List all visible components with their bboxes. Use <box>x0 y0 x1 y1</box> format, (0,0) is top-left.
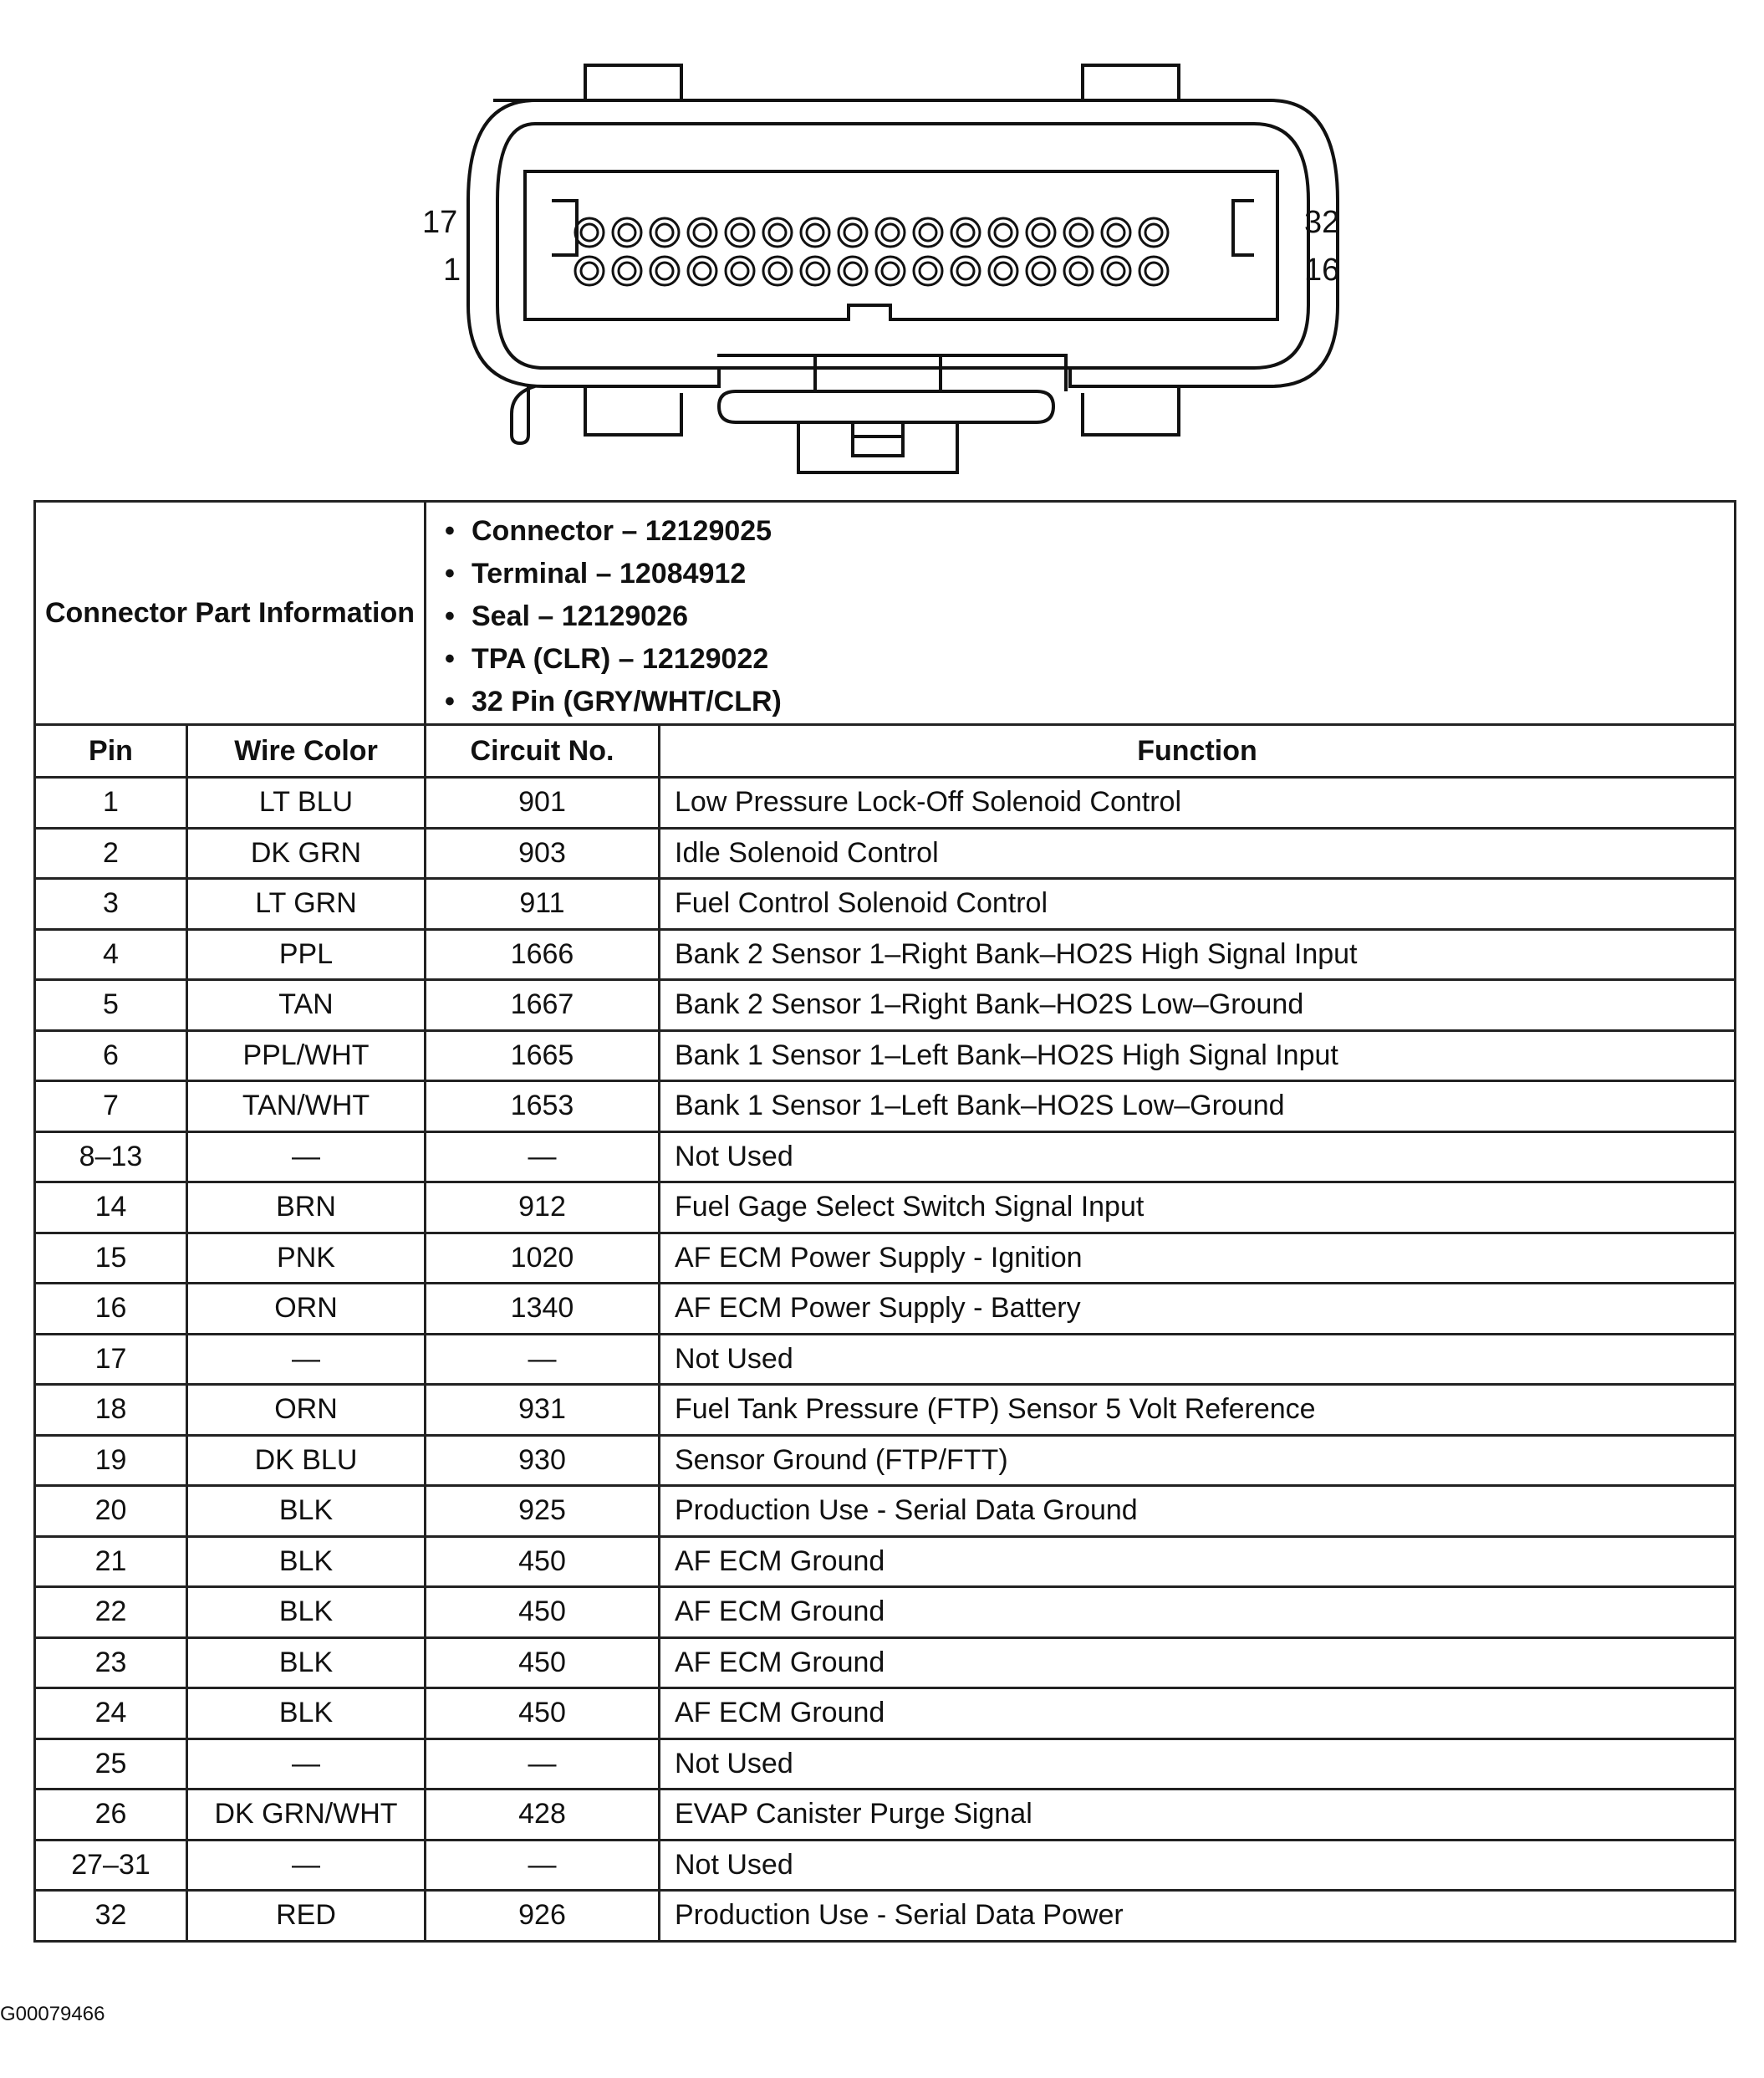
part-info-item: • Connector – 12129025 <box>472 510 1734 553</box>
function-cell: AF ECM Power Supply - Ignition <box>660 1233 1736 1284</box>
table-row <box>35 1435 1736 1486</box>
circuit-cell: 1667 <box>426 980 660 1031</box>
pin-cell: 7 <box>35 1081 187 1132</box>
wire-color-cell: PPL/WHT <box>187 1030 426 1081</box>
pin-hole <box>989 218 1017 247</box>
pin-hole <box>688 257 716 285</box>
wire-color-cell: BLK <box>187 1536 426 1587</box>
pin-hole <box>613 218 641 247</box>
circuit-cell: 450 <box>426 1637 660 1688</box>
pin-cell: 2 <box>35 828 187 879</box>
pin-cell: 21 <box>35 1536 187 1587</box>
pin-cell: 14 <box>35 1182 187 1233</box>
pin-hole <box>613 257 641 285</box>
circuit-cell: — <box>426 1334 660 1385</box>
wire-color-cell: RED <box>187 1891 426 1942</box>
part-info-item: • Seal – 12129026 <box>472 595 1734 638</box>
table-row <box>35 980 1736 1031</box>
pin-label-16: 16 <box>1304 253 1340 288</box>
pin-hole <box>951 257 980 285</box>
figure-id: G00079466 <box>0 2003 105 2025</box>
function-cell: AF ECM Power Supply - Battery <box>660 1284 1736 1335</box>
table-row <box>35 879 1736 930</box>
table-row <box>35 1081 1736 1132</box>
pin-cell: 4 <box>35 929 187 980</box>
pin-cell: 23 <box>35 1637 187 1688</box>
header-circuit-no: Circuit No. <box>426 725 660 778</box>
pin-cell: 1 <box>35 778 187 829</box>
function-cell: Not Used <box>660 1131 1736 1182</box>
pin-hole <box>914 218 942 247</box>
pin-hole <box>726 257 754 285</box>
circuit-cell: 926 <box>426 1891 660 1942</box>
pin-hole <box>1139 257 1168 285</box>
function-cell: Not Used <box>660 1840 1736 1891</box>
pin-hole <box>1064 257 1093 285</box>
part-info-item: • Terminal – 12084912 <box>472 553 1734 595</box>
pin-label-17: 17 <box>422 205 458 240</box>
wire-color-cell: — <box>187 1738 426 1790</box>
function-cell: Bank 2 Sensor 1–Right Bank–HO2S High Signal Input <box>660 929 1736 980</box>
pinout-table <box>33 500 1736 1943</box>
pin-label-1: 1 <box>443 253 461 288</box>
part-info-item: • 32 Pin (GRY/WHT/CLR) <box>472 681 1734 723</box>
pin-hole <box>650 218 679 247</box>
circuit-cell: 1666 <box>426 929 660 980</box>
function-cell: AF ECM Ground <box>660 1536 1736 1587</box>
function-cell: Sensor Ground (FTP/FTT) <box>660 1435 1736 1486</box>
pin-cell: 3 <box>35 879 187 930</box>
pin-cell: 17 <box>35 1334 187 1385</box>
wire-color-cell: DK GRN <box>187 828 426 879</box>
connector-diagram <box>0 0 1764 493</box>
function-cell: Production Use - Serial Data Power <box>660 1891 1736 1942</box>
table-row <box>35 778 1736 829</box>
circuit-cell: 450 <box>426 1688 660 1739</box>
function-cell: Not Used <box>660 1334 1736 1385</box>
pin-hole <box>1027 218 1055 247</box>
pin-cell: 15 <box>35 1233 187 1284</box>
function-cell: Production Use - Serial Data Ground <box>660 1486 1736 1537</box>
table-row <box>35 1587 1736 1638</box>
function-cell: AF ECM Ground <box>660 1637 1736 1688</box>
wire-color-cell: PPL <box>187 929 426 980</box>
wire-color-cell: TAN/WHT <box>187 1081 426 1132</box>
pin-hole <box>839 218 867 247</box>
wire-color-cell: DK BLU <box>187 1435 426 1486</box>
circuit-cell: — <box>426 1738 660 1790</box>
circuit-cell: 903 <box>426 828 660 879</box>
pin-cell: 27–31 <box>35 1840 187 1891</box>
table-row <box>35 1637 1736 1688</box>
pin-cell: 20 <box>35 1486 187 1537</box>
circuit-cell: 1020 <box>426 1233 660 1284</box>
wire-color-cell: PNK <box>187 1233 426 1284</box>
circuit-cell: 901 <box>426 778 660 829</box>
pin-cell: 24 <box>35 1688 187 1739</box>
pin-cell: 22 <box>35 1587 187 1638</box>
table-row <box>35 1840 1736 1891</box>
circuit-cell: 912 <box>426 1182 660 1233</box>
pin-hole <box>763 218 792 247</box>
function-cell: Fuel Tank Pressure (FTP) Sensor 5 Volt Reference <box>660 1385 1736 1436</box>
circuit-cell: 1653 <box>426 1081 660 1132</box>
table-row <box>35 1131 1736 1182</box>
pin-cell: 16 <box>35 1284 187 1335</box>
pin-rows <box>35 778 1736 1942</box>
pin-hole <box>1064 218 1093 247</box>
wire-color-cell: LT GRN <box>187 879 426 930</box>
table-row <box>35 1536 1736 1587</box>
wire-color-cell: ORN <box>187 1385 426 1436</box>
pin-hole <box>688 218 716 247</box>
function-cell: EVAP Canister Purge Signal <box>660 1790 1736 1841</box>
function-cell: AF ECM Ground <box>660 1688 1736 1739</box>
pin-cell: 18 <box>35 1385 187 1436</box>
pin-hole <box>914 257 942 285</box>
part-info-item: • TPA (CLR) – 12129022 <box>472 638 1734 681</box>
table-row <box>35 929 1736 980</box>
table-row <box>35 828 1736 879</box>
circuit-cell: 930 <box>426 1435 660 1486</box>
table-row <box>35 1233 1736 1284</box>
part-info-row <box>35 502 1736 725</box>
circuit-cell: — <box>426 1131 660 1182</box>
function-cell: Bank 1 Sensor 1–Left Bank–HO2S High Signal Input <box>660 1030 1736 1081</box>
table-row <box>35 1891 1736 1942</box>
pin-hole <box>1027 257 1055 285</box>
table-row <box>35 1385 1736 1436</box>
wire-color-cell: BLK <box>187 1688 426 1739</box>
pin-hole <box>876 257 905 285</box>
wire-color-cell: BRN <box>187 1182 426 1233</box>
pin-cell: 5 <box>35 980 187 1031</box>
function-cell: Not Used <box>660 1738 1736 1790</box>
wire-color-cell: BLK <box>187 1637 426 1688</box>
wire-color-cell: ORN <box>187 1284 426 1335</box>
pin-cell: 8–13 <box>35 1131 187 1182</box>
pin-hole <box>575 257 604 285</box>
pin-hole <box>876 218 905 247</box>
wire-color-cell: BLK <box>187 1486 426 1537</box>
table-row <box>35 1790 1736 1841</box>
table-row <box>35 1688 1736 1739</box>
function-cell: Fuel Gage Select Switch Signal Input <box>660 1182 1736 1233</box>
pin-hole <box>1139 218 1168 247</box>
pin-hole <box>801 257 829 285</box>
wire-color-cell: — <box>187 1131 426 1182</box>
part-info-list <box>426 503 1734 723</box>
circuit-cell: 911 <box>426 879 660 930</box>
table-row <box>35 1284 1736 1335</box>
function-cell: Idle Solenoid Control <box>660 828 1736 879</box>
table-row <box>35 1030 1736 1081</box>
pin-hole <box>650 257 679 285</box>
function-cell: AF ECM Ground <box>660 1587 1736 1638</box>
header-function: Function <box>660 725 1736 778</box>
pin-hole <box>1102 257 1130 285</box>
wire-color-cell: BLK <box>187 1587 426 1638</box>
header-wire-color: Wire Color <box>187 725 426 778</box>
pin-hole <box>1102 218 1130 247</box>
pin-hole <box>726 218 754 247</box>
part-info-cell <box>426 502 1736 725</box>
pin-hole <box>763 257 792 285</box>
wire-color-cell: TAN <box>187 980 426 1031</box>
pin-hole <box>801 218 829 247</box>
circuit-cell: 450 <box>426 1587 660 1638</box>
wire-color-cell: LT BLU <box>187 778 426 829</box>
pin-cell: 6 <box>35 1030 187 1081</box>
circuit-cell: — <box>426 1840 660 1891</box>
pin-hole <box>951 218 980 247</box>
function-cell: Bank 1 Sensor 1–Left Bank–HO2S Low–Ground <box>660 1081 1736 1132</box>
wire-color-cell: DK GRN/WHT <box>187 1790 426 1841</box>
table-row <box>35 1486 1736 1537</box>
pin-cell: 19 <box>35 1435 187 1486</box>
wire-color-cell: — <box>187 1334 426 1385</box>
header-pin: Pin <box>35 725 187 778</box>
pin-cell: 25 <box>35 1738 187 1790</box>
circuit-cell: 428 <box>426 1790 660 1841</box>
table-row <box>35 1738 1736 1790</box>
circuit-cell: 1340 <box>426 1284 660 1335</box>
pin-cell: 32 <box>35 1891 187 1942</box>
pin-label-32: 32 <box>1304 205 1340 240</box>
table-row <box>35 1182 1736 1233</box>
circuit-cell: 931 <box>426 1385 660 1436</box>
function-cell: Fuel Control Solenoid Control <box>660 879 1736 930</box>
table-row <box>35 1334 1736 1385</box>
circuit-cell: 1665 <box>426 1030 660 1081</box>
wire-color-cell: — <box>187 1840 426 1891</box>
pin-hole <box>575 218 604 247</box>
table-header-row <box>35 725 1736 778</box>
pin-cell: 26 <box>35 1790 187 1841</box>
function-cell: Bank 2 Sensor 1–Right Bank–HO2S Low–Ground <box>660 980 1736 1031</box>
circuit-cell: 925 <box>426 1486 660 1537</box>
function-cell: Low Pressure Lock-Off Solenoid Control <box>660 778 1736 829</box>
part-info-title: Connector Part Information <box>35 502 426 725</box>
pin-hole <box>989 257 1017 285</box>
pin-hole <box>839 257 867 285</box>
circuit-cell: 450 <box>426 1536 660 1587</box>
